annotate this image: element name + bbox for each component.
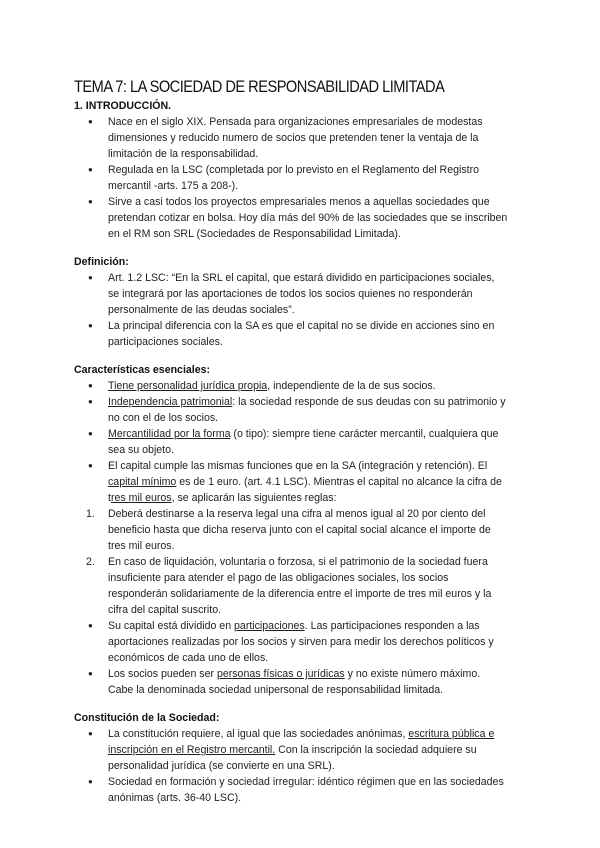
bullet-icon: ● — [88, 777, 93, 786]
underlined-text: personas físicas o jurídicas — [216, 668, 345, 680]
text-line — [108, 334, 544, 350]
text-line — [108, 602, 544, 618]
text-segment: Cabe la denominada sociedad unipersonal de responsabilidad limitada. — [108, 684, 444, 696]
text-line — [108, 506, 544, 522]
text-segment: Deberá destinarse a la reserva legal una cifra al menos igual al 20 por ciento del — [108, 508, 486, 520]
text-segment: es de 1 euro. (art. 4.1 LSC). Mientras el capital no alcance la cifra de — [176, 476, 502, 488]
underlined-text: Mercantilidad por la forma — [108, 428, 231, 440]
text-segment: El capital cumple las mismas funciones que en la SA (integración y retención). El — [108, 460, 488, 472]
bullet-list-item — [74, 458, 544, 506]
text-segment: no con el de los socios. — [108, 412, 219, 424]
text-line — [108, 410, 544, 426]
text-line — [108, 162, 544, 178]
text-segment: limitación de la responsabilidad. — [108, 148, 259, 160]
text-line — [108, 226, 544, 242]
text-line — [108, 474, 544, 490]
bullet-icon: ● — [88, 273, 93, 282]
text-segment: Sirve a casi todos los proyectos empresariales menos a aquellas sociedades que — [108, 196, 490, 208]
section — [74, 254, 544, 350]
text-line — [108, 570, 544, 586]
page-title: TEMA 7: LA SOCIEDAD DE RESPONSABILIDAD LIMITADA — [74, 77, 445, 96]
text-segment: Regulada en la LSC (completada por lo previsto en el Reglamento del Registro — [108, 164, 479, 176]
text-segment: t — [108, 492, 111, 504]
text-line — [108, 302, 544, 318]
underlined-text: Tiene personalidad jurídica propia — [108, 380, 268, 392]
text-segment: En caso de liquidación, voluntaria o forzosa, si el patrimonio de la sociedad fuera — [108, 556, 488, 568]
bullet-list-item — [74, 114, 544, 162]
text-line — [108, 130, 544, 146]
bullet-icon: ● — [88, 197, 93, 206]
numbered-list-item — [74, 506, 544, 554]
text-segment: , independiente de la de sus socios. — [267, 380, 436, 392]
text-segment: beneficio hasta que dicha reserva junto con el capital social alcance el importe de — [108, 524, 491, 536]
text-segment: tres mil euros. — [108, 540, 175, 552]
bullet-icon: ● — [88, 397, 93, 406]
section — [74, 98, 544, 242]
text-line — [108, 378, 544, 394]
document-body — [74, 98, 544, 806]
text-segment: aportaciones realizadas por los socios y sirven para medir los derechos políticos y — [108, 636, 494, 648]
text-line — [108, 318, 544, 334]
text-segment: , se aplicarán las siguientes reglas: — [171, 492, 337, 504]
underlined-text: Independencia patrimonial — [108, 396, 233, 408]
text-segment: Art. 1.2 LSC: “En la SRL el capital, que estará dividido en participaciones sociales, — [108, 272, 495, 284]
text-line — [108, 618, 544, 634]
text-line — [108, 178, 544, 194]
section-heading: Constitución de la Sociedad: — [74, 712, 220, 724]
underlined-text: capital mínimo — [108, 476, 177, 488]
text-segment: La principal diferencia con la SA es que el capital no se divide en acciones sino en — [108, 320, 495, 332]
bullet-icon: ● — [88, 621, 93, 630]
text-line — [108, 742, 544, 758]
text-line — [108, 758, 544, 774]
bullet-list-item — [74, 618, 544, 666]
bullet-list-item — [74, 162, 544, 194]
bullet-icon: ● — [88, 461, 93, 470]
text-segment: dimensiones y reducido numero de socios que pretenden tener la ventaja de la — [108, 132, 479, 144]
bullet-list-item — [74, 426, 544, 458]
section-heading: 1. INTRODUCCIÓN. — [74, 100, 172, 112]
bullet-list-item — [74, 666, 544, 698]
bullet-icon: ● — [88, 117, 93, 126]
text-line — [108, 194, 544, 210]
text-line — [108, 442, 544, 458]
text-segment: cifra del capital suscrito. — [108, 604, 222, 616]
text-segment: en el RM son SRL (Sociedades de Responsabilidad Limitada). — [108, 228, 401, 240]
text-line — [108, 666, 544, 682]
text-segment: Sociedad en formación y sociedad irregular: idéntico régimen que en las sociedades — [108, 776, 504, 788]
text-segment: (o tipo): siempre tiene carácter mercantil, cualquiera que — [230, 428, 499, 440]
bullet-list-item — [74, 726, 544, 774]
text-segment: Los socios pueden ser — [108, 668, 217, 680]
text-line — [108, 790, 544, 806]
section-heading: Definición: — [74, 256, 129, 268]
text-line — [108, 586, 544, 602]
text-segment: Nace en el siglo XIX. Pensada para organizaciones empresariales de modestas — [108, 116, 483, 128]
underlined-text: inscripción en el Registro mercantil. — [108, 744, 276, 756]
text-line — [108, 286, 544, 302]
bullet-list-item — [74, 394, 544, 426]
bullet-list-item — [74, 378, 544, 394]
text-line — [108, 394, 544, 410]
section — [74, 362, 544, 698]
list-number: 2. — [86, 556, 95, 568]
text-line — [108, 538, 544, 554]
bullet-list-item — [74, 318, 544, 350]
text-line — [108, 774, 544, 790]
text-line — [108, 146, 544, 162]
underlined-text: escritura pública e — [408, 728, 495, 740]
text-segment: Con la inscripción la sociedad adquiere su — [275, 744, 477, 756]
bullet-list-item — [74, 774, 544, 806]
text-line — [108, 270, 544, 286]
text-segment: : la sociedad responde de sus deudas con su patrimonio y — [232, 396, 506, 408]
underlined-text: participaciones — [234, 620, 305, 632]
bullet-list-item — [74, 270, 544, 318]
text-segment: mercantil -arts. 175 a 208-). — [108, 180, 239, 192]
bullet-list-item — [74, 194, 544, 242]
text-segment: sea su objeto. — [108, 444, 174, 456]
text-segment: personalidad jurídica (se convierte en una SRL). — [108, 760, 335, 772]
section — [74, 710, 544, 806]
text-segment: . Las participaciones responden a las — [304, 620, 480, 632]
bullet-icon: ● — [88, 165, 93, 174]
text-line — [108, 554, 544, 570]
text-segment: personalmente de las deudas sociales”. — [108, 304, 295, 316]
text-segment: se integrará por las aportaciones de todos los socios quienes no responderán — [108, 288, 473, 300]
text-line — [108, 726, 544, 742]
text-segment: anónimas (arts. 36-40 LSC). — [108, 792, 242, 804]
text-line — [108, 650, 544, 666]
text-segment: Su capital está dividido en — [108, 620, 235, 632]
text-segment: participaciones sociales. — [108, 336, 223, 348]
text-line — [108, 426, 544, 442]
text-line — [108, 114, 544, 130]
text-segment: económicos de cada uno de ellos. — [108, 652, 269, 664]
list-number: 1. — [86, 508, 95, 520]
bullet-icon: ● — [88, 381, 93, 390]
text-segment: La constitución requiere, al igual que las sociedades anónimas, — [108, 728, 409, 740]
bullet-icon: ● — [88, 669, 93, 678]
bullet-icon: ● — [88, 321, 93, 330]
text-segment: responderán solidariamente de la diferencia entre el importe de tres mil euros y la — [108, 588, 492, 600]
text-line — [108, 458, 544, 474]
underlined-text: res mil euros — [110, 492, 172, 504]
bullet-icon: ● — [88, 429, 93, 438]
text-line — [108, 682, 544, 698]
text-line — [108, 490, 544, 506]
text-line — [108, 634, 544, 650]
document-page — [74, 76, 544, 818]
text-line — [108, 210, 544, 226]
text-segment: pretendan cotizar en bolsa. Hoy día más del 90% de las sociedades que se inscriben — [108, 212, 508, 224]
text-line — [108, 522, 544, 538]
section-heading: Características esenciales: — [74, 364, 211, 376]
numbered-list-item — [74, 554, 544, 618]
text-segment: insuficiente para atender el pago de las obligaciones sociales, los socios — [108, 572, 449, 584]
text-segment: y no existe número máximo. — [344, 668, 481, 680]
bullet-icon: ● — [88, 729, 93, 738]
